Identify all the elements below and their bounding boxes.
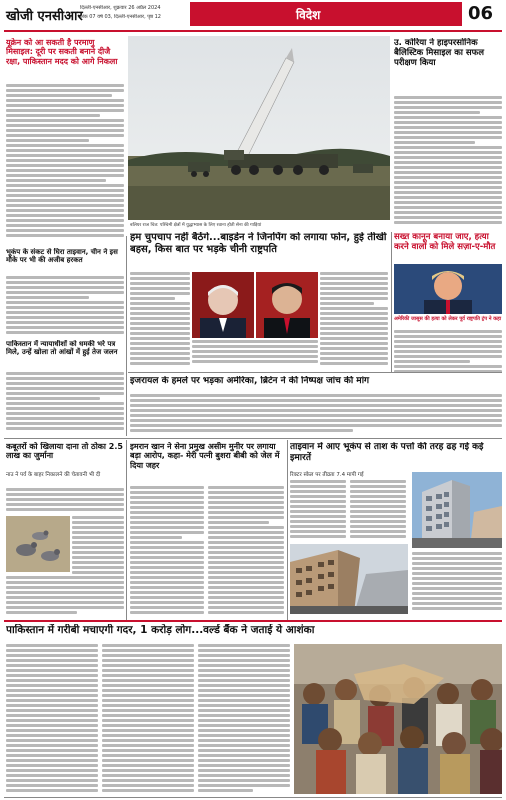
masthead-dateline-2: अंक 07 वर्ष 03, दिल्ली-एनसीआर, पृष्ठ 12 [80, 14, 161, 20]
article-body [102, 644, 194, 794]
earthquake-photo-2 [290, 544, 408, 614]
article-headline: इजरायल के हमले पर भड़का अमेरिका, ब्रिटेन ने की निष्पक्ष जांच की मांग [130, 376, 370, 386]
article-body [130, 486, 204, 614]
biden-photo [192, 272, 254, 338]
article-body [6, 644, 98, 794]
article-body [6, 488, 124, 514]
article-body [130, 272, 190, 368]
photo-caption: अमेरिकी जासूस की हत्या को लेकर पूर्व राष्ट्रपति ट्रंप ने कहा [394, 316, 502, 322]
article-body [394, 96, 502, 226]
page-bottom-rule [4, 797, 502, 798]
article-body [208, 486, 284, 614]
pigeon-photo [6, 516, 70, 572]
section-label: विदेश [296, 8, 321, 22]
section-banner [190, 2, 462, 26]
article-body [6, 276, 124, 340]
article-body [290, 480, 346, 540]
article-subheadline: रिक्टर स्केल पर तीव्रता 7.4 मापी गई [290, 472, 364, 478]
section-divider [4, 620, 502, 622]
article-headline: यूक्रेन को आ सकती है परमाणु मिसाइल: दूरी पर सकती बनाने दीजै रक्षा, पाकिस्तान मदद को आगे निकला [6, 38, 118, 66]
article-headline: ताइवान में आए भूकंप से ताश के पत्तों की तरह ढह गई कई इमारतें [290, 442, 484, 463]
masthead-divider [4, 30, 502, 32]
article-body [320, 272, 388, 368]
article-body [6, 84, 124, 242]
masthead-dateline: दिल्ली-एनसीआर, शुक्रवार 26 अप्रैल 2024 [80, 5, 161, 11]
lead-headline: हम चुपचाप नहीं बैठेंगे...बाइडेन ने जिनपिंग को लगाया फोन, हुई तीखी बहस, किस बात पर भड़के चीनी राष्ट्रपति [130, 232, 387, 255]
section-divider [4, 438, 502, 439]
article-headline: उ. कोरिया ने हाइपरसोनिक बैलिस्टिक मिसाइल का सफल परीक्षण किया [394, 38, 484, 69]
column-divider [126, 236, 127, 436]
article-subheadline: नाउ ने पर्व के बाहर निकालने की चेतावनी भी दी [6, 472, 101, 478]
article-headline: कबूतरों को खिलाया दाना तो ठोका 2.5 लाख का जुर्माना [6, 442, 123, 461]
crowd-photo [294, 644, 502, 794]
article-body [350, 480, 406, 540]
missile-photo [128, 36, 390, 220]
xi-photo [256, 272, 318, 338]
column-divider [391, 232, 392, 372]
article-body [394, 330, 502, 372]
earthquake-photo [412, 472, 502, 548]
article-body [6, 576, 124, 616]
article-body [198, 644, 290, 794]
trump-photo [394, 264, 502, 314]
section-divider [128, 372, 502, 373]
lead-headline: पाकिस्तान में गरीबी मचाएगी गदर, 1 करोड़ लोग...वर्ल्ड बैंक ने जताई ये आशंका [6, 624, 315, 636]
photo-caption: बलियर राज चित्र: पश्चिमी क्षेत्रों में युद्धाभ्यास के लिए रवाना होती सेना की गाड़ियां [130, 223, 262, 228]
article-headline: पाकिस्तान में न्यायाधीशों को धमकी भरे पत्र मिले, उन्हें खोला तो आंखों में हुई तेज जलन [6, 340, 118, 357]
page-number: 06 [468, 3, 494, 24]
column-divider [287, 440, 288, 620]
article-body [192, 340, 318, 368]
masthead [0, 0, 506, 30]
article-body [412, 552, 502, 614]
masthead-brand: खोजी एनसीआर [6, 9, 83, 24]
article-body [6, 372, 124, 436]
article-headline: इमरान खान ने सेना प्रमुख असीम मुनीर पर लगाया बड़ा आरोप, कहा- मेरी पत्नी बुशरा बीबी को जेल में दिया जहर [130, 442, 280, 470]
article-headline: भूकंप के संकट से घिरा ताइवान, चीन ने इस मौके पर भी की अजीब हरकत [6, 248, 118, 265]
article-headline: सख्त कानून बनाया जाए, हत्या करने वालों को मिले सज़ा-ए-मौत [394, 232, 496, 253]
column-divider [126, 440, 127, 620]
article-body [130, 394, 502, 436]
